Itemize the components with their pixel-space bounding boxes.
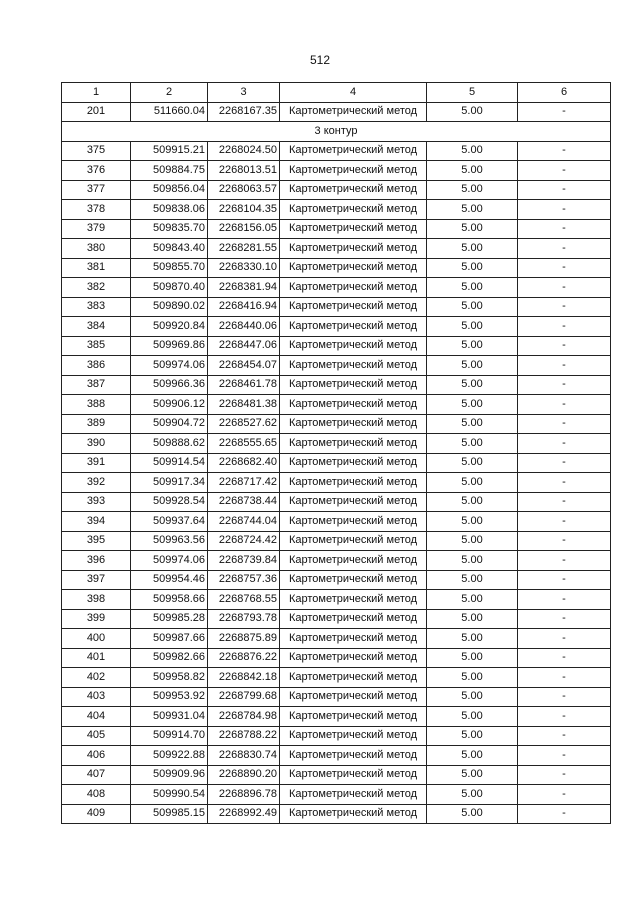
coord-y: 2268890.20	[208, 765, 280, 785]
note: -	[518, 668, 611, 688]
point-number: 394	[62, 512, 131, 532]
header-cell: 6	[518, 83, 611, 103]
coord-x: 509982.66	[131, 648, 208, 668]
point-number: 383	[62, 297, 131, 317]
method: Картометрический метод	[280, 531, 427, 551]
coord-y: 2268793.78	[208, 609, 280, 629]
header-cell: 4	[280, 83, 427, 103]
table-row	[62, 531, 611, 551]
header-cell: 1	[62, 83, 131, 103]
coord-x: 509954.46	[131, 570, 208, 590]
coord-y: 2268454.07	[208, 356, 280, 376]
accuracy: 5.00	[427, 200, 518, 220]
note: -	[518, 180, 611, 200]
table-row	[62, 297, 611, 317]
point-number: 403	[62, 687, 131, 707]
note: -	[518, 200, 611, 220]
table-row	[62, 102, 611, 122]
coord-x: 509920.84	[131, 317, 208, 337]
point-number: 401	[62, 648, 131, 668]
coord-x: 509917.34	[131, 473, 208, 493]
coord-x: 509990.54	[131, 785, 208, 805]
note: -	[518, 239, 611, 259]
coord-y: 2268481.38	[208, 395, 280, 415]
table-row	[62, 258, 611, 278]
method: Картометрический метод	[280, 161, 427, 181]
coordinates-table	[61, 82, 611, 824]
method: Картометрический метод	[280, 668, 427, 688]
coord-x: 509915.21	[131, 141, 208, 161]
point-number: 409	[62, 804, 131, 824]
point-number: 391	[62, 453, 131, 473]
coord-x: 509856.04	[131, 180, 208, 200]
table-row	[62, 180, 611, 200]
method: Картометрический метод	[280, 804, 427, 824]
coord-x: 509843.40	[131, 239, 208, 259]
table-row	[62, 336, 611, 356]
coord-y: 2268739.84	[208, 551, 280, 571]
accuracy: 5.00	[427, 258, 518, 278]
note: -	[518, 297, 611, 317]
table-row	[62, 453, 611, 473]
table-row	[62, 707, 611, 727]
note: -	[518, 453, 611, 473]
accuracy: 5.00	[427, 180, 518, 200]
method: Картометрический метод	[280, 180, 427, 200]
note: -	[518, 492, 611, 512]
point-number: 400	[62, 629, 131, 649]
method: Картометрический метод	[280, 570, 427, 590]
method: Картометрический метод	[280, 102, 427, 122]
table-row	[62, 317, 611, 337]
coord-x: 509985.28	[131, 609, 208, 629]
header-row	[62, 83, 611, 103]
table-row	[62, 200, 611, 220]
method: Картометрический метод	[280, 765, 427, 785]
coord-x: 509838.06	[131, 200, 208, 220]
point-number: 395	[62, 531, 131, 551]
coord-y: 2268738.44	[208, 492, 280, 512]
accuracy: 5.00	[427, 161, 518, 181]
coord-y: 2268461.78	[208, 375, 280, 395]
coord-x: 509985.15	[131, 804, 208, 824]
accuracy: 5.00	[427, 239, 518, 259]
coord-y: 2268416.94	[208, 297, 280, 317]
point-number: 393	[62, 492, 131, 512]
coord-y: 2268013.51	[208, 161, 280, 181]
coord-x: 509835.70	[131, 219, 208, 239]
note: -	[518, 687, 611, 707]
coord-x: 509958.66	[131, 590, 208, 610]
note: -	[518, 317, 611, 337]
accuracy: 5.00	[427, 278, 518, 298]
accuracy: 5.00	[427, 297, 518, 317]
coord-x: 509906.12	[131, 395, 208, 415]
coord-x: 509888.62	[131, 434, 208, 454]
table-row	[62, 356, 611, 376]
accuracy: 5.00	[427, 785, 518, 805]
coord-x: 509870.40	[131, 278, 208, 298]
accuracy: 5.00	[427, 414, 518, 434]
accuracy: 5.00	[427, 317, 518, 337]
table-row	[62, 785, 611, 805]
table-row	[62, 395, 611, 415]
note: -	[518, 141, 611, 161]
coord-y: 2268744.04	[208, 512, 280, 532]
table-row	[62, 512, 611, 532]
note: -	[518, 531, 611, 551]
point-number: 377	[62, 180, 131, 200]
method: Картометрический метод	[280, 336, 427, 356]
point-number: 384	[62, 317, 131, 337]
coord-x: 509914.54	[131, 453, 208, 473]
note: -	[518, 648, 611, 668]
table-row	[62, 570, 611, 590]
method: Картометрический метод	[280, 707, 427, 727]
point-number: 398	[62, 590, 131, 610]
page-number: 512	[309, 53, 331, 67]
note: -	[518, 590, 611, 610]
method: Картометрический метод	[280, 278, 427, 298]
table-row	[62, 375, 611, 395]
coord-y: 2268381.94	[208, 278, 280, 298]
method: Картометрический метод	[280, 512, 427, 532]
accuracy: 5.00	[427, 531, 518, 551]
note: -	[518, 551, 611, 571]
header-cell: 5	[427, 83, 518, 103]
point-number: 396	[62, 551, 131, 571]
note: -	[518, 434, 611, 454]
method: Картометрический метод	[280, 648, 427, 668]
table-row	[62, 239, 611, 259]
section-row	[62, 122, 611, 142]
method: Картометрический метод	[280, 492, 427, 512]
method: Картометрический метод	[280, 609, 427, 629]
note: -	[518, 804, 611, 824]
point-number: 201	[62, 102, 131, 122]
coord-x: 511660.04	[131, 102, 208, 122]
accuracy: 5.00	[427, 336, 518, 356]
coord-y: 2268757.36	[208, 570, 280, 590]
coord-y: 2268024.50	[208, 141, 280, 161]
point-number: 402	[62, 668, 131, 688]
accuracy: 5.00	[427, 102, 518, 122]
coord-y: 2268063.57	[208, 180, 280, 200]
note: -	[518, 746, 611, 766]
note: -	[518, 395, 611, 415]
accuracy: 5.00	[427, 141, 518, 161]
coord-y: 2268104.35	[208, 200, 280, 220]
note: -	[518, 336, 611, 356]
table-row	[62, 648, 611, 668]
table-row	[62, 629, 611, 649]
note: -	[518, 512, 611, 532]
point-number: 399	[62, 609, 131, 629]
accuracy: 5.00	[427, 668, 518, 688]
note: -	[518, 570, 611, 590]
accuracy: 5.00	[427, 356, 518, 376]
method: Картометрический метод	[280, 200, 427, 220]
point-number: 389	[62, 414, 131, 434]
point-number: 386	[62, 356, 131, 376]
coord-x: 509963.56	[131, 531, 208, 551]
note: -	[518, 161, 611, 181]
point-number: 375	[62, 141, 131, 161]
coord-y: 2268330.10	[208, 258, 280, 278]
note: -	[518, 278, 611, 298]
coord-y: 2268992.49	[208, 804, 280, 824]
coord-x: 509884.75	[131, 161, 208, 181]
accuracy: 5.00	[427, 395, 518, 415]
coord-y: 2268156.05	[208, 219, 280, 239]
coord-x: 509909.96	[131, 765, 208, 785]
note: -	[518, 219, 611, 239]
method: Картометрический метод	[280, 239, 427, 259]
coord-x: 509958.82	[131, 668, 208, 688]
note: -	[518, 473, 611, 493]
coord-y: 2268842.18	[208, 668, 280, 688]
point-number: 392	[62, 473, 131, 493]
table-row	[62, 746, 611, 766]
note: -	[518, 785, 611, 805]
point-number: 379	[62, 219, 131, 239]
coord-x: 509855.70	[131, 258, 208, 278]
table-row	[62, 804, 611, 824]
coord-y: 2268784.98	[208, 707, 280, 727]
table-row	[62, 492, 611, 512]
note: -	[518, 356, 611, 376]
coord-y: 2268876.22	[208, 648, 280, 668]
note: -	[518, 765, 611, 785]
point-number: 382	[62, 278, 131, 298]
table-row	[62, 726, 611, 746]
coord-x: 509974.06	[131, 551, 208, 571]
coord-x: 509914.70	[131, 726, 208, 746]
table-row	[62, 687, 611, 707]
coord-y: 2268724.42	[208, 531, 280, 551]
coord-y: 2268875.89	[208, 629, 280, 649]
method: Картометрический метод	[280, 746, 427, 766]
accuracy: 5.00	[427, 512, 518, 532]
coord-y: 2268799.68	[208, 687, 280, 707]
point-number: 404	[62, 707, 131, 727]
point-number: 381	[62, 258, 131, 278]
coord-y: 2268555.65	[208, 434, 280, 454]
point-number: 380	[62, 239, 131, 259]
coord-x: 509931.04	[131, 707, 208, 727]
point-number: 397	[62, 570, 131, 590]
method: Картометрический метод	[280, 219, 427, 239]
note: -	[518, 258, 611, 278]
coord-y: 2268830.74	[208, 746, 280, 766]
method: Картометрический метод	[280, 395, 427, 415]
coord-x: 509904.72	[131, 414, 208, 434]
accuracy: 5.00	[427, 375, 518, 395]
accuracy: 5.00	[427, 765, 518, 785]
accuracy: 5.00	[427, 629, 518, 649]
coord-x: 509928.54	[131, 492, 208, 512]
note: -	[518, 629, 611, 649]
method: Картометрический метод	[280, 629, 427, 649]
table-body	[62, 83, 611, 824]
point-number: 406	[62, 746, 131, 766]
method: Картометрический метод	[280, 453, 427, 473]
coord-y: 2268281.55	[208, 239, 280, 259]
method: Картометрический метод	[280, 414, 427, 434]
coord-y: 2268167.35	[208, 102, 280, 122]
method: Картометрический метод	[280, 590, 427, 610]
coord-y: 2268788.22	[208, 726, 280, 746]
point-number: 407	[62, 765, 131, 785]
point-number: 387	[62, 375, 131, 395]
method: Картометрический метод	[280, 356, 427, 376]
accuracy: 5.00	[427, 707, 518, 727]
accuracy: 5.00	[427, 434, 518, 454]
table-row	[62, 219, 611, 239]
coord-y: 2268768.55	[208, 590, 280, 610]
method: Картометрический метод	[280, 687, 427, 707]
point-number: 378	[62, 200, 131, 220]
method: Картометрический метод	[280, 551, 427, 571]
coord-x: 509922.88	[131, 746, 208, 766]
method: Картометрический метод	[280, 473, 427, 493]
point-number: 405	[62, 726, 131, 746]
note: -	[518, 102, 611, 122]
point-number: 385	[62, 336, 131, 356]
coord-x: 509966.36	[131, 375, 208, 395]
coord-y: 2268447.06	[208, 336, 280, 356]
method: Картометрический метод	[280, 317, 427, 337]
table-row	[62, 434, 611, 454]
accuracy: 5.00	[427, 590, 518, 610]
accuracy: 5.00	[427, 551, 518, 571]
accuracy: 5.00	[427, 219, 518, 239]
table-row	[62, 765, 611, 785]
method: Картометрический метод	[280, 726, 427, 746]
section-title: 3 контур	[62, 122, 611, 142]
accuracy: 5.00	[427, 804, 518, 824]
note: -	[518, 726, 611, 746]
coord-x: 509890.02	[131, 297, 208, 317]
note: -	[518, 375, 611, 395]
method: Картометрический метод	[280, 375, 427, 395]
accuracy: 5.00	[427, 570, 518, 590]
note: -	[518, 609, 611, 629]
table-row	[62, 141, 611, 161]
table-row	[62, 609, 611, 629]
accuracy: 5.00	[427, 746, 518, 766]
method: Картометрический метод	[280, 297, 427, 317]
note: -	[518, 414, 611, 434]
coord-x: 509969.86	[131, 336, 208, 356]
accuracy: 5.00	[427, 687, 518, 707]
method: Картометрический метод	[280, 434, 427, 454]
accuracy: 5.00	[427, 492, 518, 512]
table-row	[62, 414, 611, 434]
table-row	[62, 473, 611, 493]
table-row	[62, 161, 611, 181]
coord-x: 509987.66	[131, 629, 208, 649]
method: Картометрический метод	[280, 258, 427, 278]
coord-y: 2268440.06	[208, 317, 280, 337]
coord-y: 2268682.40	[208, 453, 280, 473]
accuracy: 5.00	[427, 473, 518, 493]
accuracy: 5.00	[427, 726, 518, 746]
table-row	[62, 551, 611, 571]
point-number: 390	[62, 434, 131, 454]
header-cell: 3	[208, 83, 280, 103]
header-cell: 2	[131, 83, 208, 103]
note: -	[518, 707, 611, 727]
coord-x: 509953.92	[131, 687, 208, 707]
coord-y: 2268527.62	[208, 414, 280, 434]
point-number: 388	[62, 395, 131, 415]
table-row	[62, 590, 611, 610]
table-row	[62, 668, 611, 688]
accuracy: 5.00	[427, 648, 518, 668]
point-number: 376	[62, 161, 131, 181]
accuracy: 5.00	[427, 453, 518, 473]
coord-x: 509974.06	[131, 356, 208, 376]
table-row	[62, 278, 611, 298]
coord-x: 509937.64	[131, 512, 208, 532]
point-number: 408	[62, 785, 131, 805]
accuracy: 5.00	[427, 609, 518, 629]
coord-y: 2268896.78	[208, 785, 280, 805]
method: Картометрический метод	[280, 141, 427, 161]
method: Картометрический метод	[280, 785, 427, 805]
coord-y: 2268717.42	[208, 473, 280, 493]
